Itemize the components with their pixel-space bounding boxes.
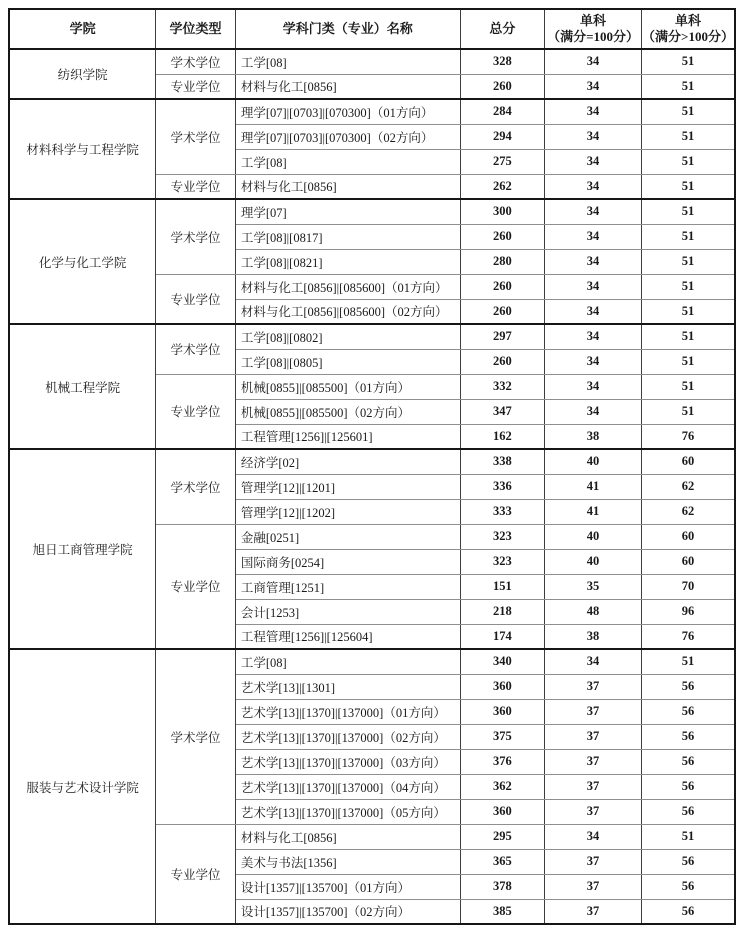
major-name-cell: 工学[08]|[0802]	[235, 324, 460, 349]
header-single-subject-gt100	[642, 9, 735, 49]
major-name-cell: 机械[0855]|[085500]（02方向）	[235, 399, 460, 424]
single-subject-100-cell: 41	[545, 474, 642, 499]
single-subject-gt100-cell: 51	[642, 149, 735, 174]
total-score-cell: 260	[460, 349, 544, 374]
college-cell: 机械工程学院	[9, 324, 156, 449]
major-name-cell: 会计[1253]	[235, 599, 460, 624]
major-name-cell: 工学[08]	[235, 49, 460, 74]
table-row	[9, 324, 735, 349]
total-score-cell: 280	[460, 249, 544, 274]
major-name-cell: 设计[1357]|[135700]（02方向）	[235, 899, 460, 924]
total-score-cell: 294	[460, 124, 544, 149]
total-score-cell: 174	[460, 624, 544, 649]
single-subject-gt100-cell: 51	[642, 249, 735, 274]
degree-type-cell: 学术学位	[156, 449, 236, 524]
single-subject-gt100-cell: 60	[642, 524, 735, 549]
single-subject-100-cell: 37	[545, 774, 642, 799]
single-subject-gt100-cell: 56	[642, 774, 735, 799]
single-subject-100-cell: 37	[545, 724, 642, 749]
header-major-name: 学科门类（专业）名称	[235, 9, 460, 49]
single-subject-gt100-cell: 70	[642, 574, 735, 599]
degree-type-cell: 专业学位	[156, 274, 236, 324]
single-subject-gt100-cell: 51	[642, 349, 735, 374]
single-subject-100-cell: 48	[545, 599, 642, 624]
major-name-cell: 工学[08]|[0817]	[235, 224, 460, 249]
total-score-cell: 151	[460, 574, 544, 599]
major-name-cell: 理学[07]	[235, 199, 460, 224]
major-name-cell: 工学[08]	[235, 149, 460, 174]
single-subject-gt100-cell: 62	[642, 474, 735, 499]
total-score-cell: 385	[460, 899, 544, 924]
major-name-cell: 经济学[02]	[235, 449, 460, 474]
single-subject-gt100-cell: 51	[642, 274, 735, 299]
major-name-cell: 工程管理[1256]|[125604]	[235, 624, 460, 649]
total-score-cell: 365	[460, 849, 544, 874]
single-subject-100-cell: 34	[545, 199, 642, 224]
major-name-cell: 材料与化工[0856]	[235, 174, 460, 199]
major-name-cell: 机械[0855]|[085500]（01方向）	[235, 374, 460, 399]
single-subject-100-cell: 40	[545, 524, 642, 549]
college-cell: 纺织学院	[9, 49, 156, 99]
total-score-cell: 323	[460, 549, 544, 574]
single-subject-gt100-cell: 56	[642, 674, 735, 699]
single-subject-100-cell: 34	[545, 174, 642, 199]
single-subject-100-cell: 34	[545, 824, 642, 849]
single-subject-gt100-cell: 56	[642, 849, 735, 874]
total-score-cell: 260	[460, 74, 544, 99]
table-row	[9, 99, 735, 124]
total-score-cell: 260	[460, 299, 544, 324]
total-score-cell: 323	[460, 524, 544, 549]
major-name-cell: 艺术学[13]|[1370]|[137000]（01方向）	[235, 699, 460, 724]
major-name-cell: 管理学[12]|[1201]	[235, 474, 460, 499]
total-score-cell: 360	[460, 699, 544, 724]
major-name-cell: 材料与化工[0856]	[235, 824, 460, 849]
header-single-subject-gt100-line1: 单科	[675, 13, 702, 28]
single-subject-100-cell: 34	[545, 399, 642, 424]
single-subject-gt100-cell: 62	[642, 499, 735, 524]
single-subject-100-cell: 37	[545, 899, 642, 924]
document-page	[8, 8, 736, 925]
major-name-cell: 工商管理[1251]	[235, 574, 460, 599]
total-score-cell: 340	[460, 649, 544, 674]
admission-score-table	[8, 8, 736, 925]
single-subject-100-cell: 37	[545, 699, 642, 724]
single-subject-100-cell: 34	[545, 349, 642, 374]
degree-type-cell: 专业学位	[156, 174, 236, 199]
major-name-cell: 艺术学[13]|[1370]|[137000]（03方向）	[235, 749, 460, 774]
single-subject-gt100-cell: 76	[642, 624, 735, 649]
total-score-cell: 300	[460, 199, 544, 224]
table-row	[9, 449, 735, 474]
single-subject-100-cell: 37	[545, 799, 642, 824]
header-college: 学院	[9, 9, 156, 49]
major-name-cell: 理学[07]|[0703]|[070300]（02方向）	[235, 124, 460, 149]
single-subject-gt100-cell: 51	[642, 649, 735, 674]
single-subject-100-cell: 41	[545, 499, 642, 524]
single-subject-100-cell: 34	[545, 324, 642, 349]
header-row	[9, 9, 735, 49]
total-score-cell: 218	[460, 599, 544, 624]
single-subject-gt100-cell: 51	[642, 74, 735, 99]
degree-type-cell: 学术学位	[156, 199, 236, 274]
total-score-cell: 297	[460, 324, 544, 349]
major-name-cell: 艺术学[13]|[1370]|[137000]（04方向）	[235, 774, 460, 799]
header-single-subject-100-line1: 单科	[580, 13, 607, 28]
total-score-cell: 347	[460, 399, 544, 424]
total-score-cell: 333	[460, 499, 544, 524]
single-subject-gt100-cell: 96	[642, 599, 735, 624]
major-name-cell: 理学[07]|[0703]|[070300]（01方向）	[235, 99, 460, 124]
major-name-cell: 材料与化工[0856]	[235, 74, 460, 99]
major-name-cell: 工程管理[1256]|[125601]	[235, 424, 460, 449]
single-subject-gt100-cell: 56	[642, 724, 735, 749]
total-score-cell: 375	[460, 724, 544, 749]
single-subject-gt100-cell: 51	[642, 399, 735, 424]
single-subject-100-cell: 37	[545, 849, 642, 874]
degree-type-cell: 专业学位	[156, 374, 236, 449]
college-cell: 旭日工商管理学院	[9, 449, 156, 649]
single-subject-gt100-cell: 51	[642, 199, 735, 224]
single-subject-100-cell: 34	[545, 299, 642, 324]
single-subject-gt100-cell: 56	[642, 799, 735, 824]
header-total-score: 总分	[460, 9, 544, 49]
single-subject-gt100-cell: 51	[642, 374, 735, 399]
single-subject-100-cell: 34	[545, 224, 642, 249]
degree-type-cell: 学术学位	[156, 49, 236, 74]
total-score-cell: 360	[460, 799, 544, 824]
total-score-cell: 376	[460, 749, 544, 774]
major-name-cell: 工学[08]	[235, 649, 460, 674]
major-name-cell: 艺术学[13]|[1370]|[137000]（02方向）	[235, 724, 460, 749]
single-subject-100-cell: 37	[545, 674, 642, 699]
total-score-cell: 328	[460, 49, 544, 74]
single-subject-100-cell: 34	[545, 274, 642, 299]
table-row	[9, 649, 735, 674]
total-score-cell: 295	[460, 824, 544, 849]
college-cell: 材料科学与工程学院	[9, 99, 156, 199]
header-single-subject-100-line2: （满分=100分）	[547, 29, 640, 44]
major-name-cell: 艺术学[13]|[1301]	[235, 674, 460, 699]
single-subject-100-cell: 34	[545, 249, 642, 274]
total-score-cell: 262	[460, 174, 544, 199]
major-name-cell: 工学[08]|[0805]	[235, 349, 460, 374]
single-subject-100-cell: 34	[545, 124, 642, 149]
single-subject-gt100-cell: 51	[642, 224, 735, 249]
major-name-cell: 国际商务[0254]	[235, 549, 460, 574]
table-row	[9, 49, 735, 74]
major-name-cell: 艺术学[13]|[1370]|[137000]（05方向）	[235, 799, 460, 824]
single-subject-gt100-cell: 51	[642, 324, 735, 349]
degree-type-cell: 专业学位	[156, 524, 236, 649]
single-subject-100-cell: 35	[545, 574, 642, 599]
degree-type-cell: 专业学位	[156, 824, 236, 924]
single-subject-gt100-cell: 51	[642, 299, 735, 324]
single-subject-gt100-cell: 51	[642, 174, 735, 199]
single-subject-100-cell: 37	[545, 874, 642, 899]
total-score-cell: 360	[460, 674, 544, 699]
total-score-cell: 332	[460, 374, 544, 399]
major-name-cell: 材料与化工[0856]|[085600]（01方向）	[235, 274, 460, 299]
major-name-cell: 材料与化工[0856]|[085600]（02方向）	[235, 299, 460, 324]
single-subject-100-cell: 34	[545, 149, 642, 174]
college-cell: 化学与化工学院	[9, 199, 156, 324]
total-score-cell: 162	[460, 424, 544, 449]
major-name-cell: 管理学[12]|[1202]	[235, 499, 460, 524]
single-subject-100-cell: 40	[545, 549, 642, 574]
single-subject-gt100-cell: 56	[642, 699, 735, 724]
total-score-cell: 378	[460, 874, 544, 899]
total-score-cell: 260	[460, 224, 544, 249]
single-subject-gt100-cell: 51	[642, 824, 735, 849]
total-score-cell: 284	[460, 99, 544, 124]
header-single-subject-gt100-line2: （满分>100分）	[642, 29, 734, 44]
major-name-cell: 金融[0251]	[235, 524, 460, 549]
major-name-cell: 工学[08]|[0821]	[235, 249, 460, 274]
degree-type-cell: 学术学位	[156, 99, 236, 174]
single-subject-gt100-cell: 51	[642, 49, 735, 74]
total-score-cell: 338	[460, 449, 544, 474]
single-subject-gt100-cell: 56	[642, 874, 735, 899]
single-subject-100-cell: 40	[545, 449, 642, 474]
single-subject-gt100-cell: 60	[642, 549, 735, 574]
single-subject-100-cell: 34	[545, 374, 642, 399]
single-subject-100-cell: 38	[545, 424, 642, 449]
total-score-cell: 275	[460, 149, 544, 174]
total-score-cell: 362	[460, 774, 544, 799]
single-subject-100-cell: 34	[545, 49, 642, 74]
single-subject-gt100-cell: 51	[642, 99, 735, 124]
table-body	[9, 49, 735, 924]
single-subject-100-cell: 37	[545, 749, 642, 774]
single-subject-100-cell: 34	[545, 99, 642, 124]
total-score-cell: 260	[460, 274, 544, 299]
single-subject-100-cell: 38	[545, 624, 642, 649]
single-subject-gt100-cell: 60	[642, 449, 735, 474]
major-name-cell: 设计[1357]|[135700]（01方向）	[235, 874, 460, 899]
degree-type-cell: 学术学位	[156, 649, 236, 824]
degree-type-cell: 专业学位	[156, 74, 236, 99]
header-degree-type: 学位类型	[156, 9, 236, 49]
college-cell: 服装与艺术设计学院	[9, 649, 156, 924]
header-single-subject-100	[545, 9, 642, 49]
major-name-cell: 美术与书法[1356]	[235, 849, 460, 874]
single-subject-gt100-cell: 51	[642, 124, 735, 149]
degree-type-cell: 学术学位	[156, 324, 236, 374]
single-subject-gt100-cell: 56	[642, 749, 735, 774]
single-subject-gt100-cell: 76	[642, 424, 735, 449]
table-row	[9, 199, 735, 224]
single-subject-gt100-cell: 56	[642, 899, 735, 924]
single-subject-100-cell: 34	[545, 649, 642, 674]
single-subject-100-cell: 34	[545, 74, 642, 99]
total-score-cell: 336	[460, 474, 544, 499]
